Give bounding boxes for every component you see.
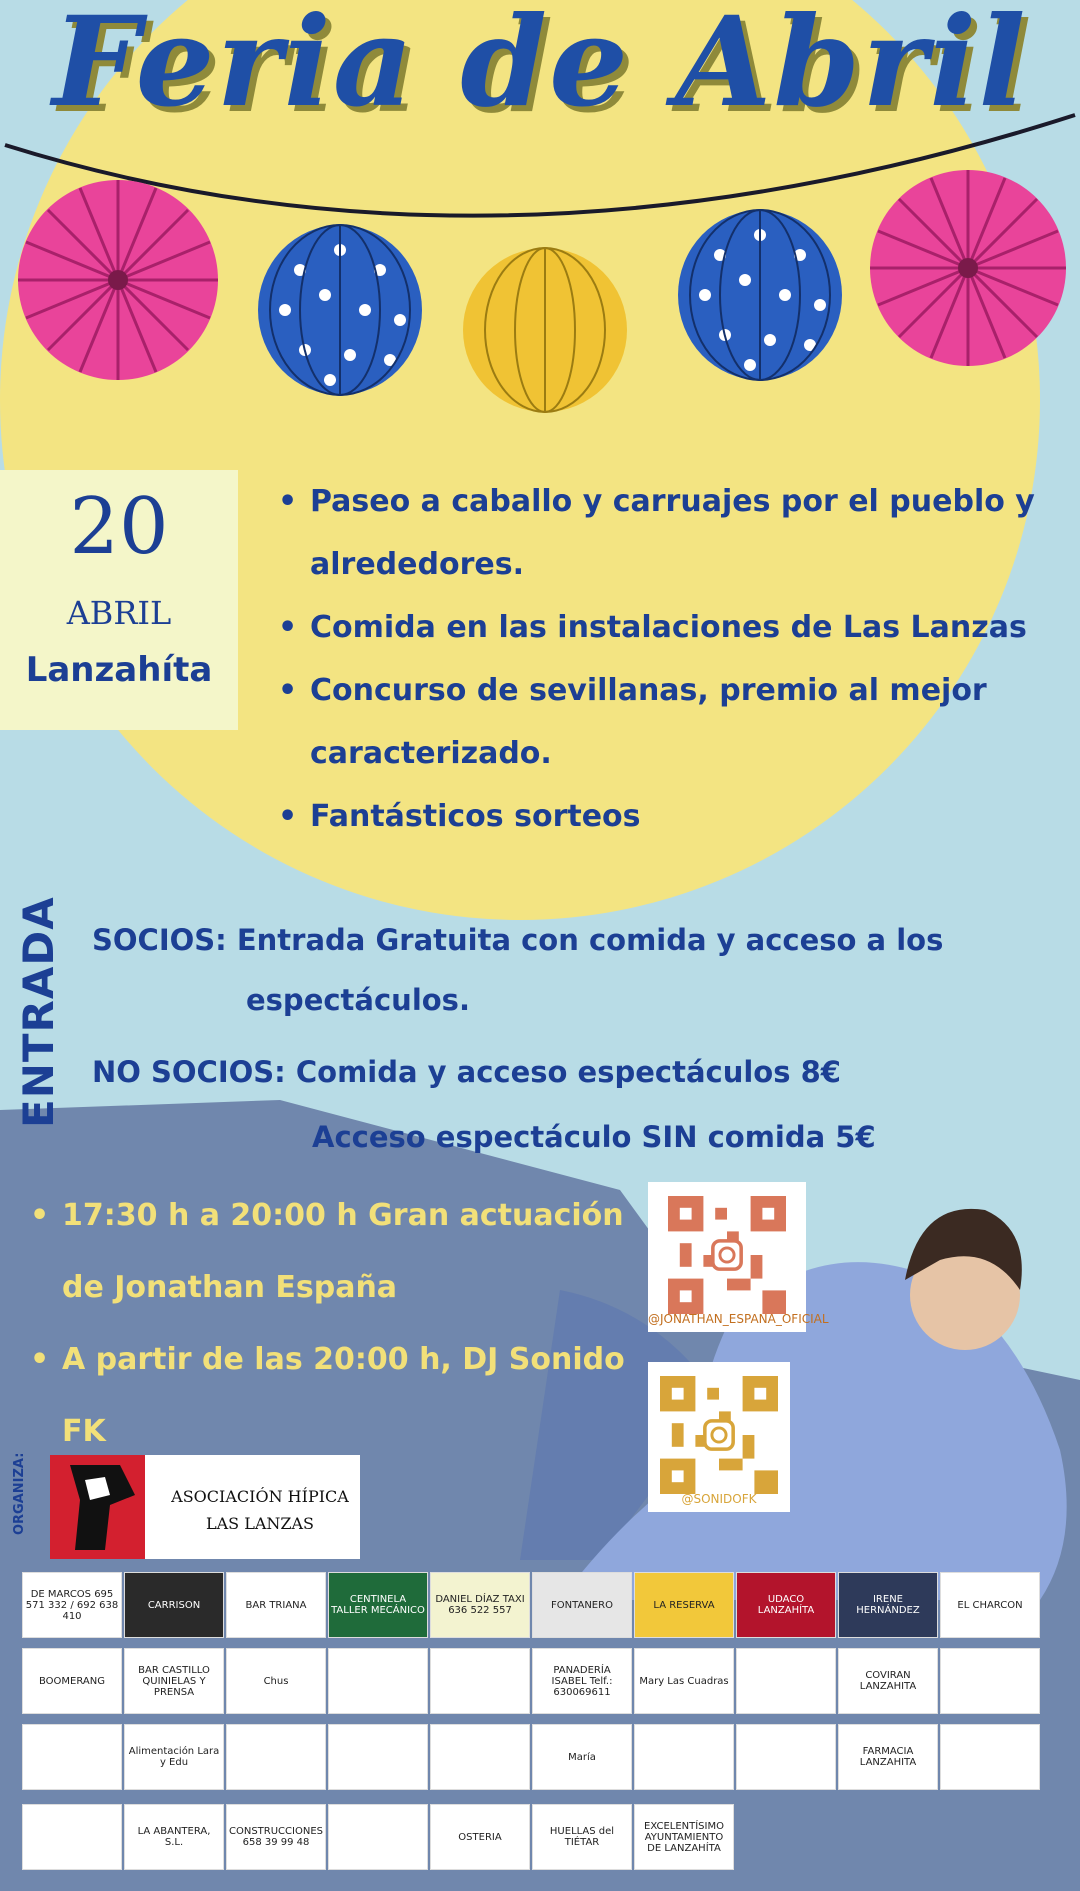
- activity-item: • Concurso de sevillanas, premio al mejor caracterizado.: [278, 659, 1048, 785]
- sponsor-logo: EL CHARCON: [940, 1572, 1040, 1638]
- activities-list: [278, 470, 1048, 848]
- qr-code: [660, 1376, 778, 1494]
- sponsor-logo: OSTERIA: [430, 1804, 530, 1870]
- date-month: ABRIL: [66, 594, 172, 632]
- sponsor-logo: [736, 1648, 836, 1714]
- date-place: Lanzahíta: [25, 650, 213, 690]
- horse-logo: [50, 1455, 145, 1559]
- sponsor-logo: CENTINELA TALLER MECÁNICO: [328, 1572, 428, 1638]
- organizer-card: [50, 1455, 360, 1559]
- organizer-name-line: LAS LANZAS: [205, 1514, 315, 1533]
- date-card: [0, 470, 238, 730]
- activity-item: • Paseo a caballo y carruajes por el pueblo y alrededores.: [278, 470, 1048, 596]
- pink-paper-fan: [870, 170, 1066, 366]
- socios-line: SOCIOS: Entrada Gratuita con comida y acceso a los: [92, 923, 944, 957]
- sponsor-logo: [634, 1724, 734, 1790]
- sponsor-logo: LA ABANTERA, S.L.: [124, 1804, 224, 1870]
- sponsor-logo: FONTANERO: [532, 1572, 632, 1638]
- qr-handle: @SONIDOFK: [681, 1492, 757, 1506]
- sponsor-logo: [328, 1804, 428, 1870]
- sponsor-logo: [22, 1804, 122, 1870]
- sponsors-grid: [22, 1572, 1062, 1884]
- sponsor-logo: Alimentación Lara y Edu: [124, 1724, 224, 1790]
- sponsor-logo: DANIEL DÍAZ TAXI 636 522 557: [430, 1572, 530, 1638]
- sponsor-logo: COVIRAN LANZAHITA: [838, 1648, 938, 1714]
- events-list: [30, 1180, 650, 1468]
- sponsor-logo: [940, 1648, 1040, 1714]
- sponsor-logo: CARRISON: [124, 1572, 224, 1638]
- nosocios-line: NO SOCIOS: Comida y acceso espectáculos 8€: [92, 1055, 841, 1089]
- date-day: 20: [69, 482, 169, 572]
- sponsor-logo: Mary Las Cuadras: [634, 1648, 734, 1714]
- sponsor-logo: BOOMERANG: [22, 1648, 122, 1714]
- blue-lantern: [258, 225, 422, 395]
- activity-item: • Comida en las instalaciones de Las Lanzas: [278, 596, 1048, 659]
- sponsor-logo: IRENE HERNÁNDEZ: [838, 1572, 938, 1638]
- nosocios-line-continued: Acceso espectáculo SIN comida 5€: [312, 1120, 876, 1154]
- qr-handle: @JONATHAN_ESPANA_OFICIAL: [648, 1312, 829, 1326]
- qr-code-card[interactable]: [648, 1362, 790, 1512]
- socios-line-continued: espectáculos.: [246, 983, 470, 1017]
- qr-code: [668, 1196, 786, 1314]
- sponsor-logo: EXCELENTÍSIMO AYUNTAMIENTO DE LANZAHÍTA: [634, 1804, 734, 1870]
- sponsor-logo: LA RESERVA: [634, 1572, 734, 1638]
- activity-item: • Fantásticos sorteos: [278, 785, 1048, 848]
- sponsor-logo: [328, 1724, 428, 1790]
- sponsor-logo: [940, 1724, 1040, 1790]
- yellow-lantern: [463, 248, 627, 412]
- sponsor-logo: María: [532, 1724, 632, 1790]
- sponsor-logo: Chus: [226, 1648, 326, 1714]
- organizer-name-line: ASOCIACIÓN HÍPICA: [171, 1487, 349, 1506]
- organizer-label: ORGANIZA:: [12, 1452, 27, 1535]
- event-item: • A partir de las 20:00 h, DJ Sonido FK: [30, 1324, 650, 1468]
- blue-lantern: [678, 210, 842, 380]
- sponsor-logo: BAR TRIANA: [226, 1572, 326, 1638]
- entrada-label: ENTRADA: [14, 896, 63, 1128]
- sponsor-logo: [736, 1724, 836, 1790]
- organizer-name: [160, 1483, 360, 1537]
- sponsor-logo: FARMACIA LANZAHITA: [838, 1724, 938, 1790]
- sponsor-logo: [430, 1648, 530, 1714]
- sponsor-logo: [22, 1724, 122, 1790]
- sponsor-logo: PANADERÍA ISABEL Telf.: 630069611: [532, 1648, 632, 1714]
- sponsor-logo: BAR CASTILLO QUINIELAS Y PRENSA: [124, 1648, 224, 1714]
- sponsor-logo: CONSTRUCCIONES 658 39 99 48: [226, 1804, 326, 1870]
- page-title: Feria de Abril: [52, 0, 1028, 135]
- sponsor-logo: DE MARCOS 695 571 332 / 692 638 410: [22, 1572, 122, 1638]
- garland-decorations: [0, 160, 1080, 420]
- qr-code-card[interactable]: [648, 1182, 829, 1332]
- sponsor-logo: UDACO LANZAHÍTA: [736, 1572, 836, 1638]
- sponsor-logo: [226, 1724, 326, 1790]
- sponsor-logo: [430, 1724, 530, 1790]
- event-item: • 17:30 h a 20:00 h Gran actuación de Jonathan España: [30, 1180, 650, 1324]
- pink-paper-fan: [18, 180, 218, 380]
- sponsor-logo: HUELLAS del TIÉTAR: [532, 1804, 632, 1870]
- sponsor-logo: [328, 1648, 428, 1714]
